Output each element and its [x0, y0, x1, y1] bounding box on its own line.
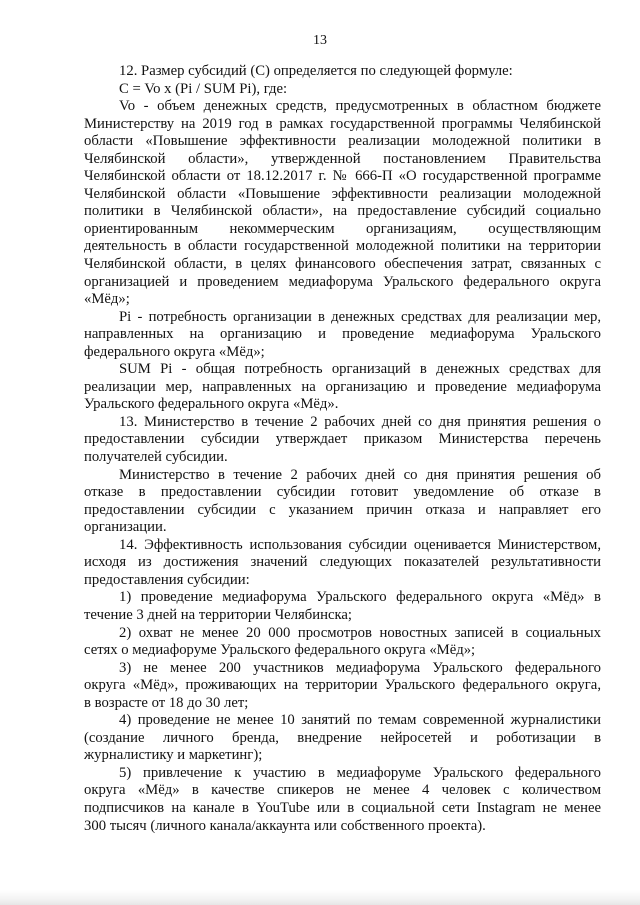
text-line: Челябинской области, в целях финансового обеспечения затрат, связанных с: [84, 256, 601, 273]
text-line: округа «Мёд», проживающих на территории Уральского федерального округа,: [84, 677, 601, 694]
text-line: «Мёд»;: [84, 291, 130, 308]
text-line: Челябинской области от 18.12.2017 г. № 666-П «О государственной программе: [84, 168, 601, 185]
text-line: ориентированным некоммерческим организациям, осуществляющим: [84, 220, 601, 237]
text-line: С = Vo x (Pi / SUM Pi), где:: [119, 80, 288, 97]
text-line: деятельность в области государственной молодежной политики на территории: [84, 238, 601, 255]
text-line: сетях о медиафоруме Уральского федерального округа «Мёд»;: [84, 642, 476, 659]
page-number: 13: [313, 33, 327, 48]
text-line: федерального округа «Мёд»;: [84, 343, 265, 360]
text-line: получателей субсидии.: [84, 449, 228, 466]
scan-bottom-edge: [0, 890, 640, 905]
text-line: подписчиков на канале в YouTube или в социальной сети Instagram не менее: [84, 799, 601, 816]
text-line: предоставлении субсидии с указанием причин отказа и направляет его: [84, 501, 601, 518]
document-body: [84, 63, 601, 835]
text-line: области «Повышение эффективности реализации молодежной политики в: [84, 133, 601, 150]
text-line: реализации мер, направленных на организацию и проведение медиафорума: [84, 378, 601, 395]
text-line: направленных на организацию и проведение медиафорума Уральского: [84, 326, 601, 343]
text-line: 12. Размер субсидий (С) определяется по следующей формуле:: [119, 63, 513, 79]
text-line: 5) привлечение к участию в медиафоруме Уральского федерального: [119, 764, 601, 781]
text-line: 13. Министерство в течение 2 рабочих дней со дня принятия решения о: [119, 413, 601, 430]
text-line: Министерству на 2019 год в рамках государственной программы Челябинской: [84, 115, 601, 132]
text-line: Vo - объем денежных средств, предусмотренных в областном бюджете: [119, 98, 601, 115]
text-line: (создание личного бренда, внедрение нейросетей и роботизации в: [84, 729, 601, 746]
text-line: предоставления субсидии:: [84, 571, 250, 588]
text-line: Челябинской области «Повышение эффективности реализации молодежной: [84, 185, 601, 202]
text-line: течение 3 дней на территории Челябинска;: [84, 606, 353, 623]
text-line: округа «Мёд» в качестве спикеров не менее 4 человек с количеством: [84, 782, 601, 799]
text-line: 4) проведение не менее 10 занятий по темам современной журналистики: [119, 712, 601, 729]
text-line: организации.: [84, 519, 167, 536]
text-line: Pi - потребность организации в денежных средствах для реализации мер,: [119, 308, 601, 325]
text-line: Министерство в течение 2 рабочих дней со дня принятия решения об: [119, 466, 601, 483]
text-line: 2) охват не менее 20 000 просмотров новостных записей в социальных: [119, 624, 601, 641]
text-line: Челябинской области», утвержденной постановлением Правительства: [84, 150, 601, 167]
text-line: журналистику и маркетинг);: [84, 747, 263, 764]
text-line: 3) не менее 200 участников медиафорума Уральского федерального: [119, 659, 601, 676]
text-line: отказе в предоставлении субсидии готовит уведомление об отказе в: [84, 484, 601, 501]
text-line: предоставлении субсидии утверждает приказом Министерства перечень: [84, 431, 601, 448]
text-line: SUM Pi - общая потребность организаций в денежных средствах для: [119, 361, 601, 378]
text-line: организацией и проведением медиафорума Уральского федерального округа: [84, 273, 601, 290]
text-line: в возрасте от 18 до 30 лет;: [84, 694, 249, 711]
text-line: Уральского федерального округа «Мёд».: [84, 396, 339, 413]
text-line: исходя из достижения значений следующих показателей результативности: [84, 554, 601, 571]
text-line: 14. Эффективность использования субсидии оценивается Министерством,: [119, 536, 601, 553]
text-line: 300 тысяч (личного канала/аккаунта или собственного проекта).: [84, 817, 486, 834]
text-line: политики в Челябинской области», на предоставление субсидий социально: [84, 203, 601, 220]
text-line: 1) проведение медиафорума Уральского федерального округа «Мёд» в: [119, 589, 601, 606]
